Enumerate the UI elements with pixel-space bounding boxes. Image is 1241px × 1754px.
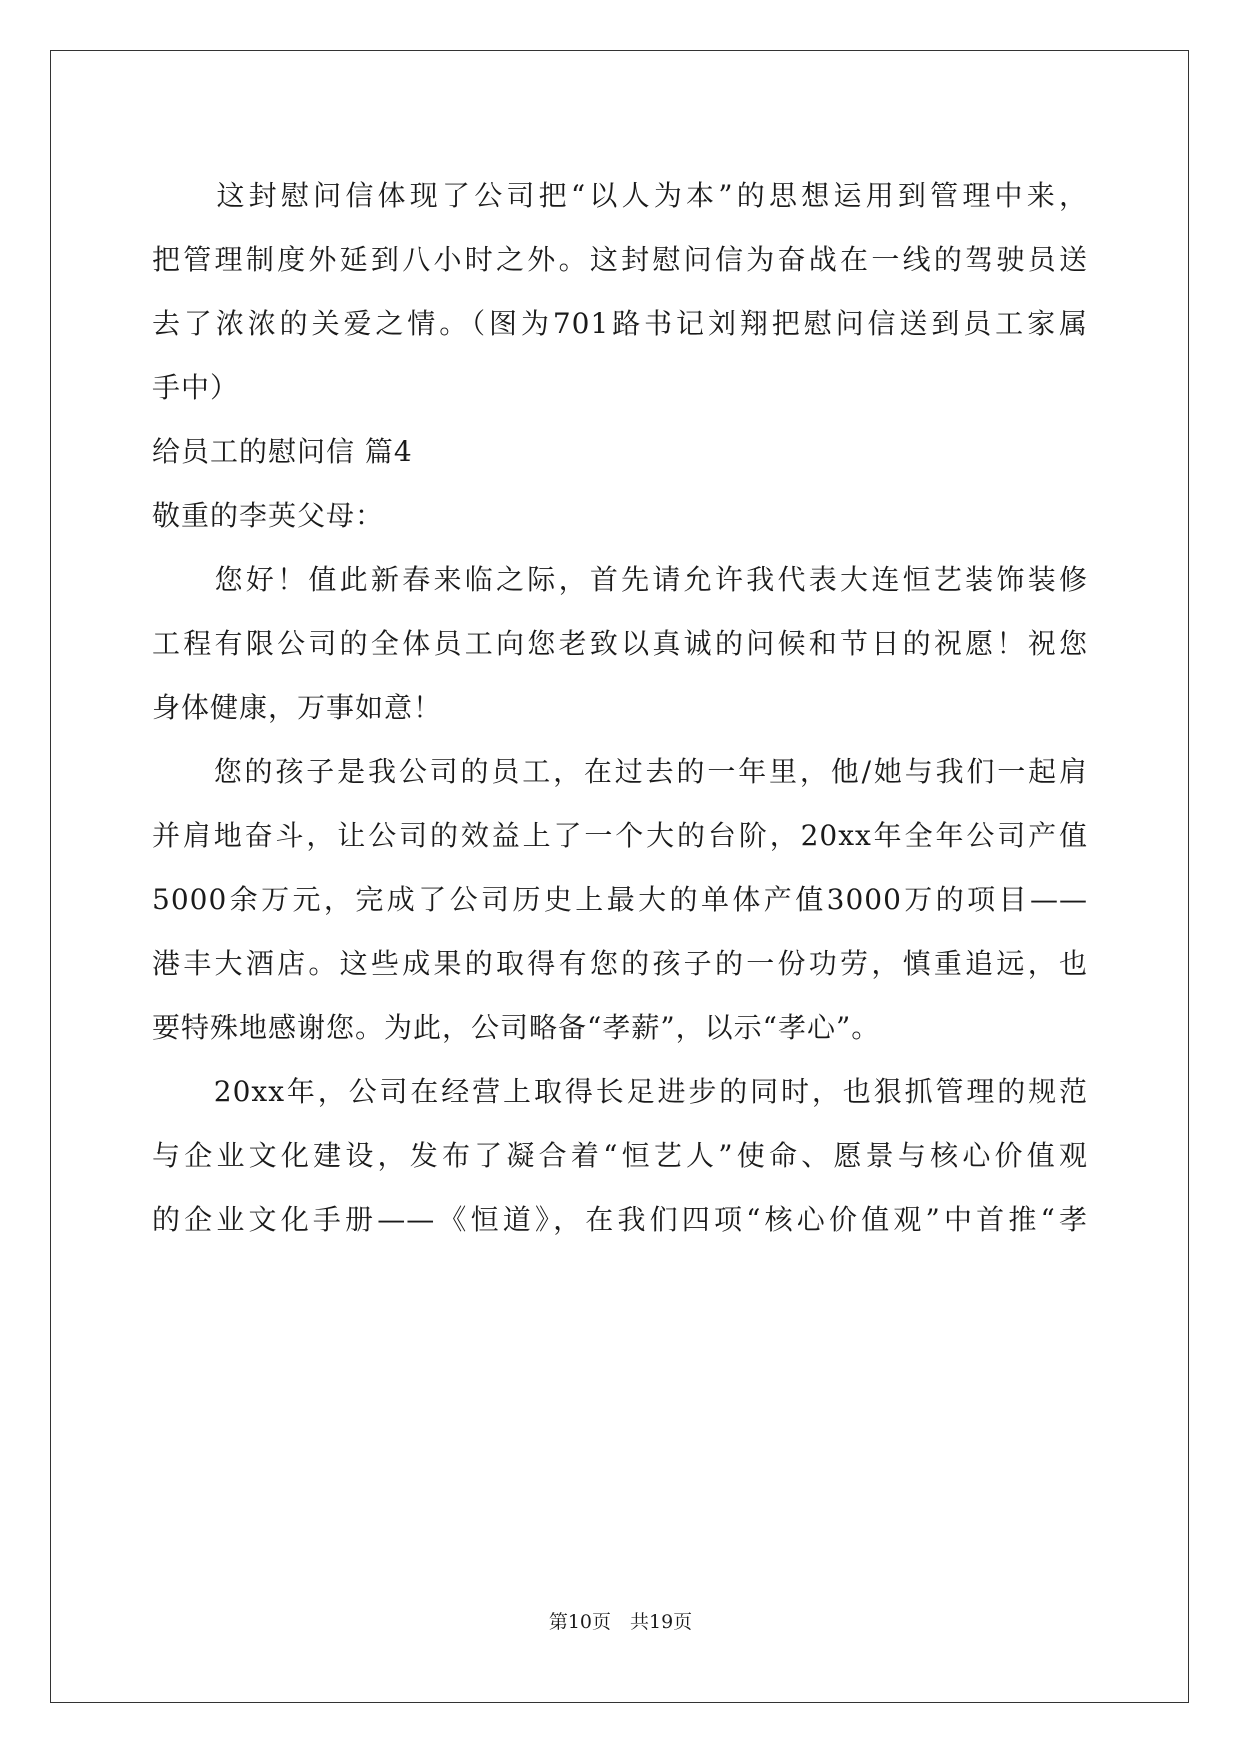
- text-line-2: 把管理制度外延到八小时之外。这封慰问信为奋战在一线的驾驶员送: [152, 243, 1088, 276]
- page-border: [50, 50, 1189, 1703]
- text-line-7: 您好！值此新春来临之际，首先请允许我代表大连恒艺装饰装修: [152, 563, 1088, 596]
- section-heading: 给员工的慰问信 篇4: [152, 435, 413, 468]
- text-line-8: 工程有限公司的全体员工向您老致以真诚的问候和节日的祝愿！祝您: [152, 627, 1088, 660]
- text-line-10: 您的孩子是我公司的员工，在过去的一年里，他/她与我们一起肩: [152, 755, 1088, 788]
- text-line-15: 20xx年，公司在经营上取得长足进步的同时，也狠抓管理的规范: [152, 1075, 1088, 1108]
- text-line-9: 身体健康，万事如意！: [152, 691, 443, 724]
- text-line-14: 要特殊地感谢您。为此，公司略备“孝薪”，以示“孝心”。: [152, 1011, 881, 1044]
- text-line-11: 并肩地奋斗，让公司的效益上了一个大的台阶，20xx年全年公司产值: [152, 819, 1088, 852]
- text-line-17: 的企业文化手册——《恒道》，在我们四项“核心价值观”中首推“孝: [152, 1203, 1088, 1236]
- salutation: 敬重的李英父母：: [152, 499, 385, 532]
- text-line-1: 这封慰问信体现了公司把“以人为本”的思想运用到管理中来，: [152, 179, 1088, 212]
- text-line-4: 手中）: [152, 371, 240, 404]
- text-line-12: 5000余万元，完成了公司历史上最大的单体产值3000万的项目——: [152, 883, 1088, 916]
- text-line-16: 与企业文化建设，发布了凝合着“恒艺人”使命、愿景与核心价值观: [152, 1139, 1088, 1172]
- text-line-13: 港丰大酒店。这些成果的取得有您的孩子的一份功劳，慎重追远，也: [152, 947, 1088, 980]
- page-number-footer: 第10页 共19页: [548, 1611, 693, 1633]
- text-line-3: 去了浓浓的关爱之情。（图为701路书记刘翔把慰问信送到员工家属: [152, 307, 1088, 340]
